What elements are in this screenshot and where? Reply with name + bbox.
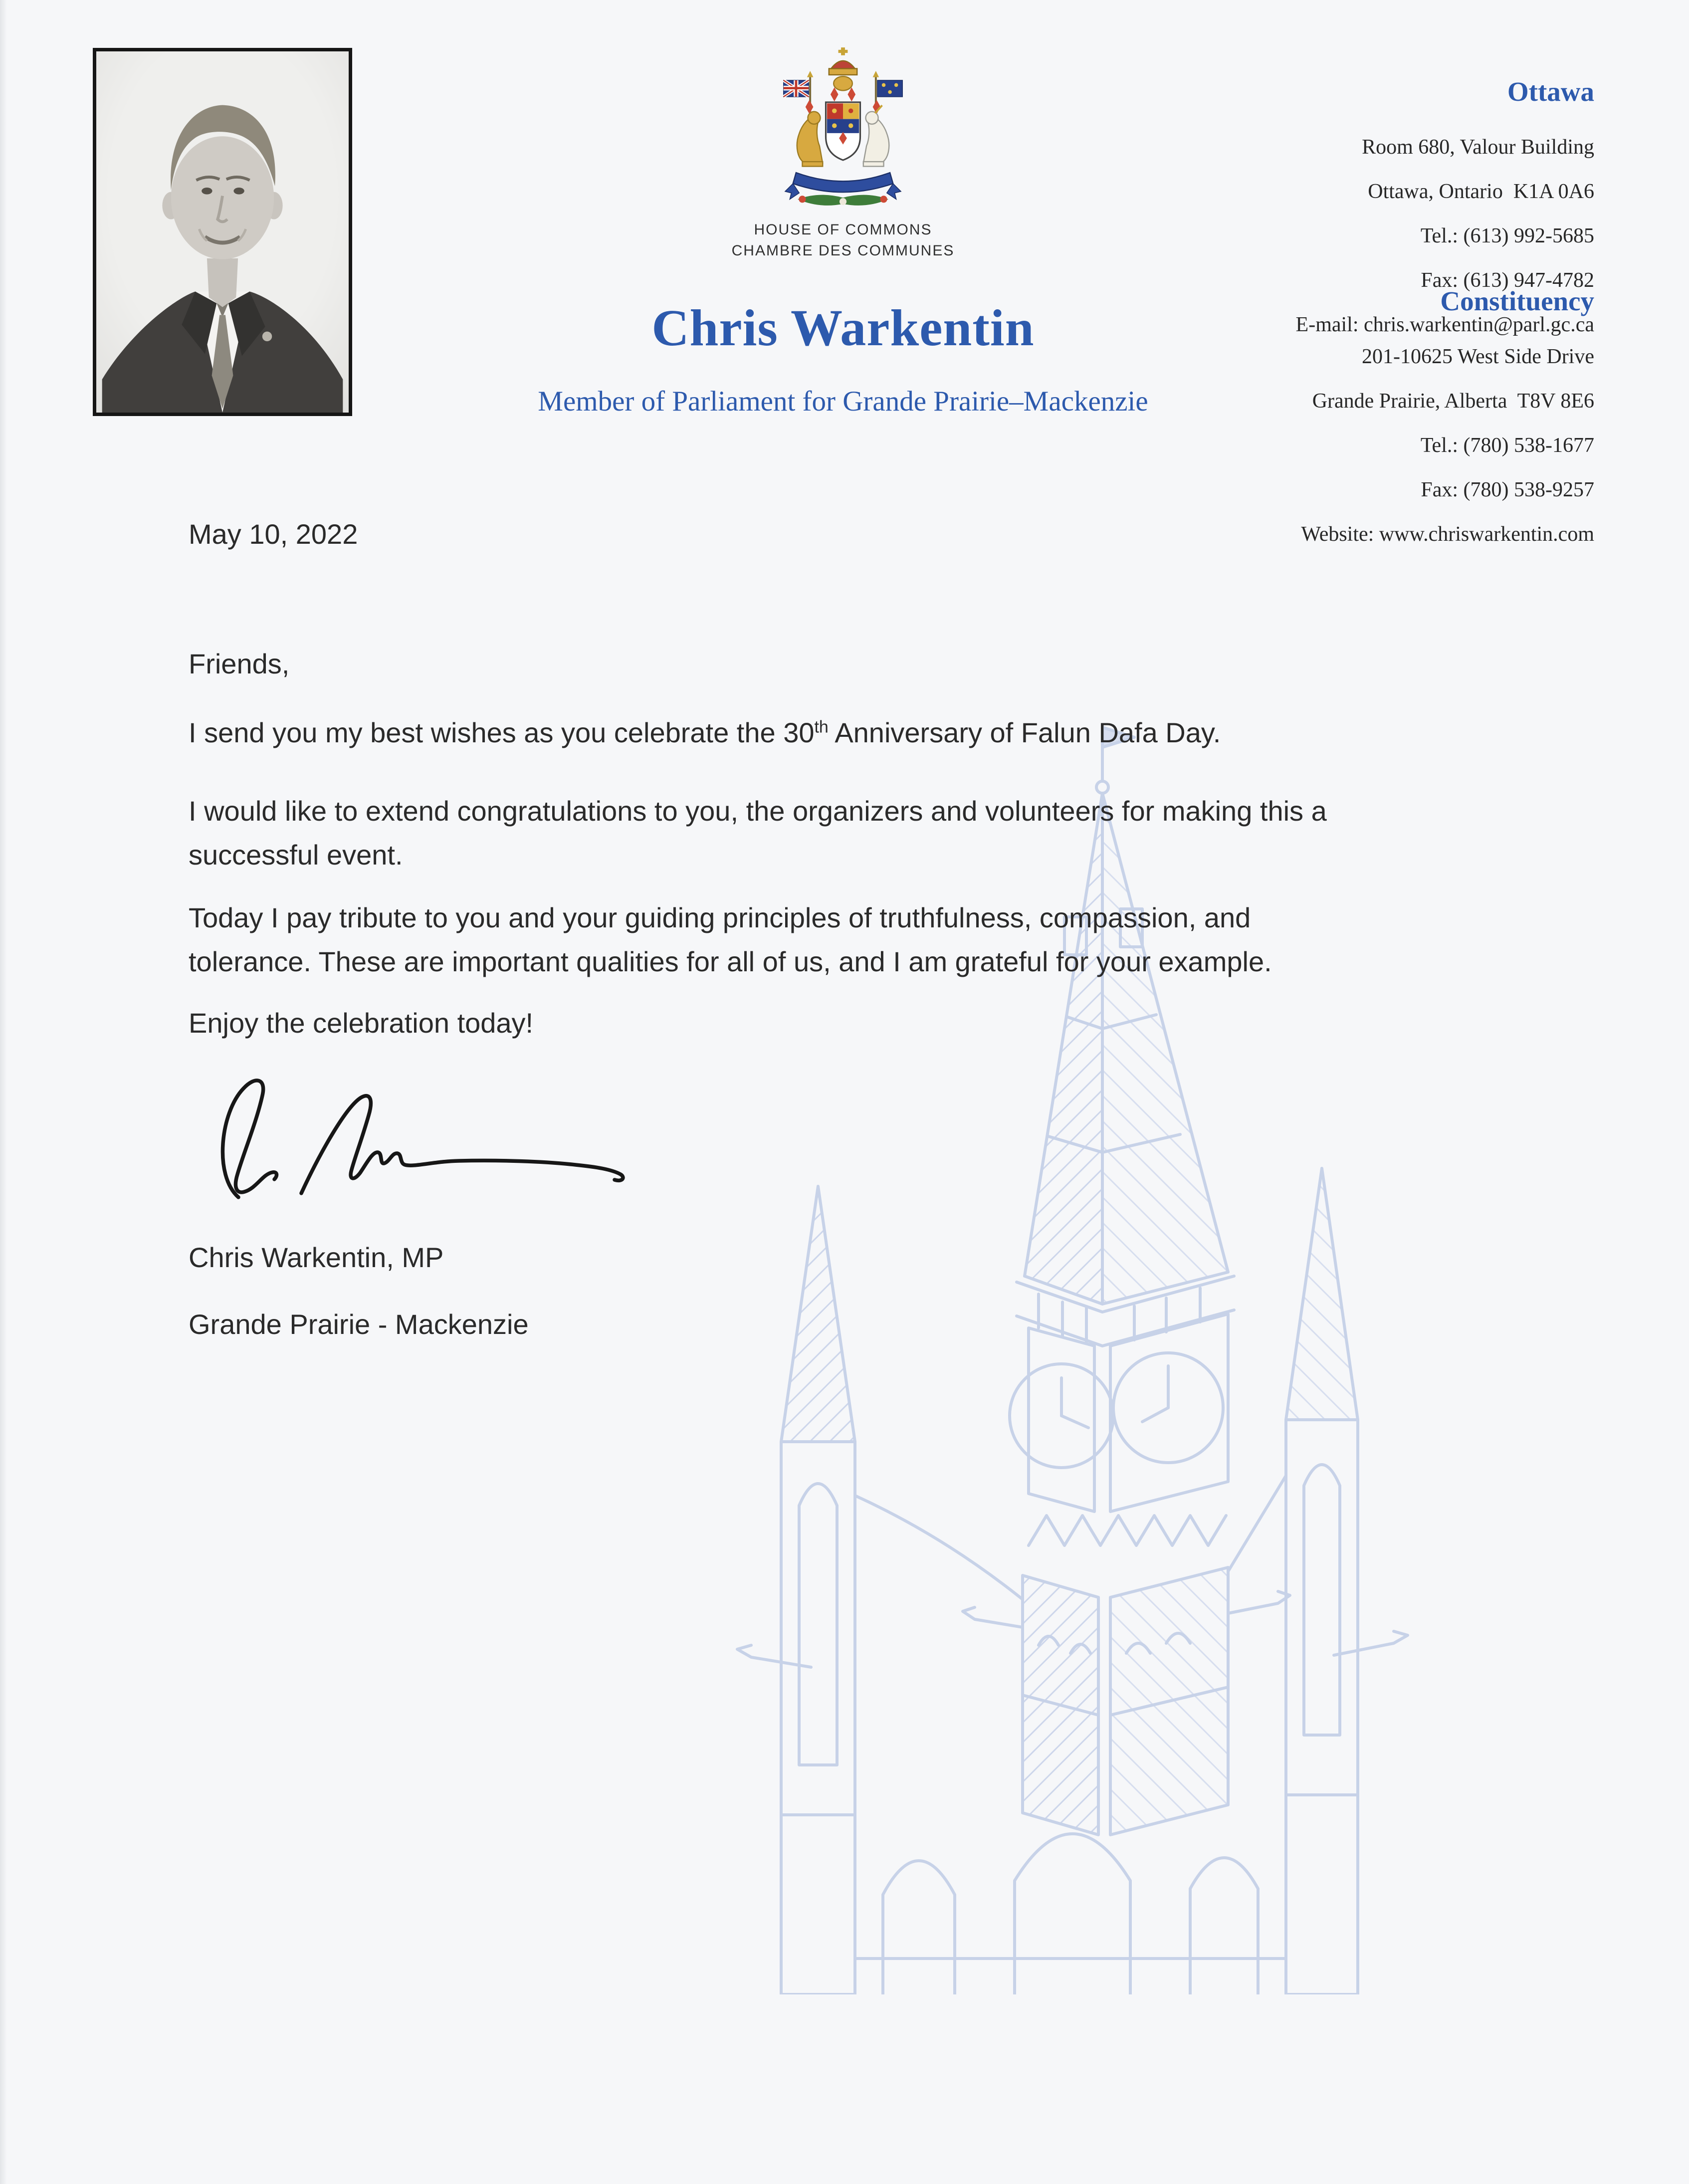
- constituency-address-line: 201-10625 West Side Drive: [1362, 345, 1594, 368]
- letter-date: May 10, 2022: [189, 518, 358, 550]
- coat-of-arms: [759, 46, 927, 218]
- paragraph-3: [189, 896, 1272, 984]
- constituency-contact-block: [1072, 267, 1594, 566]
- paragraph-3-line: Today I pay tribute to you and your guiding principles of truthfulness, compassion, and: [189, 902, 1251, 933]
- paragraph-1-text: I send you my best wishes as you celebrate the 30: [189, 717, 815, 748]
- caption-french: CHAMBRE DES COMMUNES: [731, 242, 955, 259]
- salutation: Friends,: [189, 648, 290, 679]
- ottawa-email: E-mail: chris.warkentin@parl.gc.ca: [1295, 313, 1594, 336]
- house-of-commons-caption: [643, 219, 1043, 261]
- caption-english: HOUSE OF COMMONS: [754, 221, 932, 238]
- constituency-phone: Tel.: (780) 538-1677: [1420, 434, 1594, 457]
- paragraph-3-line: tolerance. These are important qualities for all of us, and I am grateful for your example.: [189, 946, 1272, 977]
- ottawa-heading: Ottawa: [1507, 76, 1594, 107]
- ottawa-address-line: Room 680, Valour Building: [1362, 136, 1594, 159]
- mp-role: Member of Parliament for Grande Prairie–Mackenzie: [538, 386, 1148, 417]
- signature-handwriting: [196, 1069, 699, 1213]
- portrait-photo: [93, 48, 352, 416]
- paragraph-2-line: I would like to extend congratulations to you, the organizers and volunteers for making this a: [189, 795, 1327, 827]
- paragraph-1: [189, 716, 1221, 749]
- paragraph-4: Enjoy the celebration today!: [189, 1007, 534, 1039]
- ordinal-superscript: th: [814, 717, 829, 737]
- house-of-commons-crest-icon: [759, 46, 927, 218]
- ottawa-address-line: Ottawa, Ontario K1A 0A6: [1368, 180, 1594, 203]
- ottawa-phone: Tel.: (613) 992-5685: [1420, 224, 1594, 247]
- mp-name: Chris Warkentin: [651, 299, 1035, 357]
- signature-stroke: [196, 1069, 699, 1213]
- ottawa-fax: Fax: (613) 947-4782: [1421, 269, 1594, 292]
- signed-name: Chris Warkentin, MP: [189, 1242, 444, 1273]
- paragraph-2: [189, 789, 1327, 877]
- portrait-photo-image: [96, 51, 349, 413]
- constituency-heading: Constituency: [1440, 286, 1594, 316]
- constituency-fax: Fax: (780) 538-9257: [1421, 478, 1594, 501]
- constituency-website: Website: www.chriswarkentin.com: [1301, 523, 1594, 546]
- scan-edge: [0, 0, 7, 2184]
- paragraph-2-line: successful event.: [189, 839, 403, 871]
- constituency-address-line: Grande Prairie, Alberta T8V 8E6: [1312, 390, 1594, 413]
- paragraph-1-text: Anniversary of Falun Dafa Day.: [828, 717, 1221, 748]
- signed-riding: Grande Prairie - Mackenzie: [189, 1309, 529, 1340]
